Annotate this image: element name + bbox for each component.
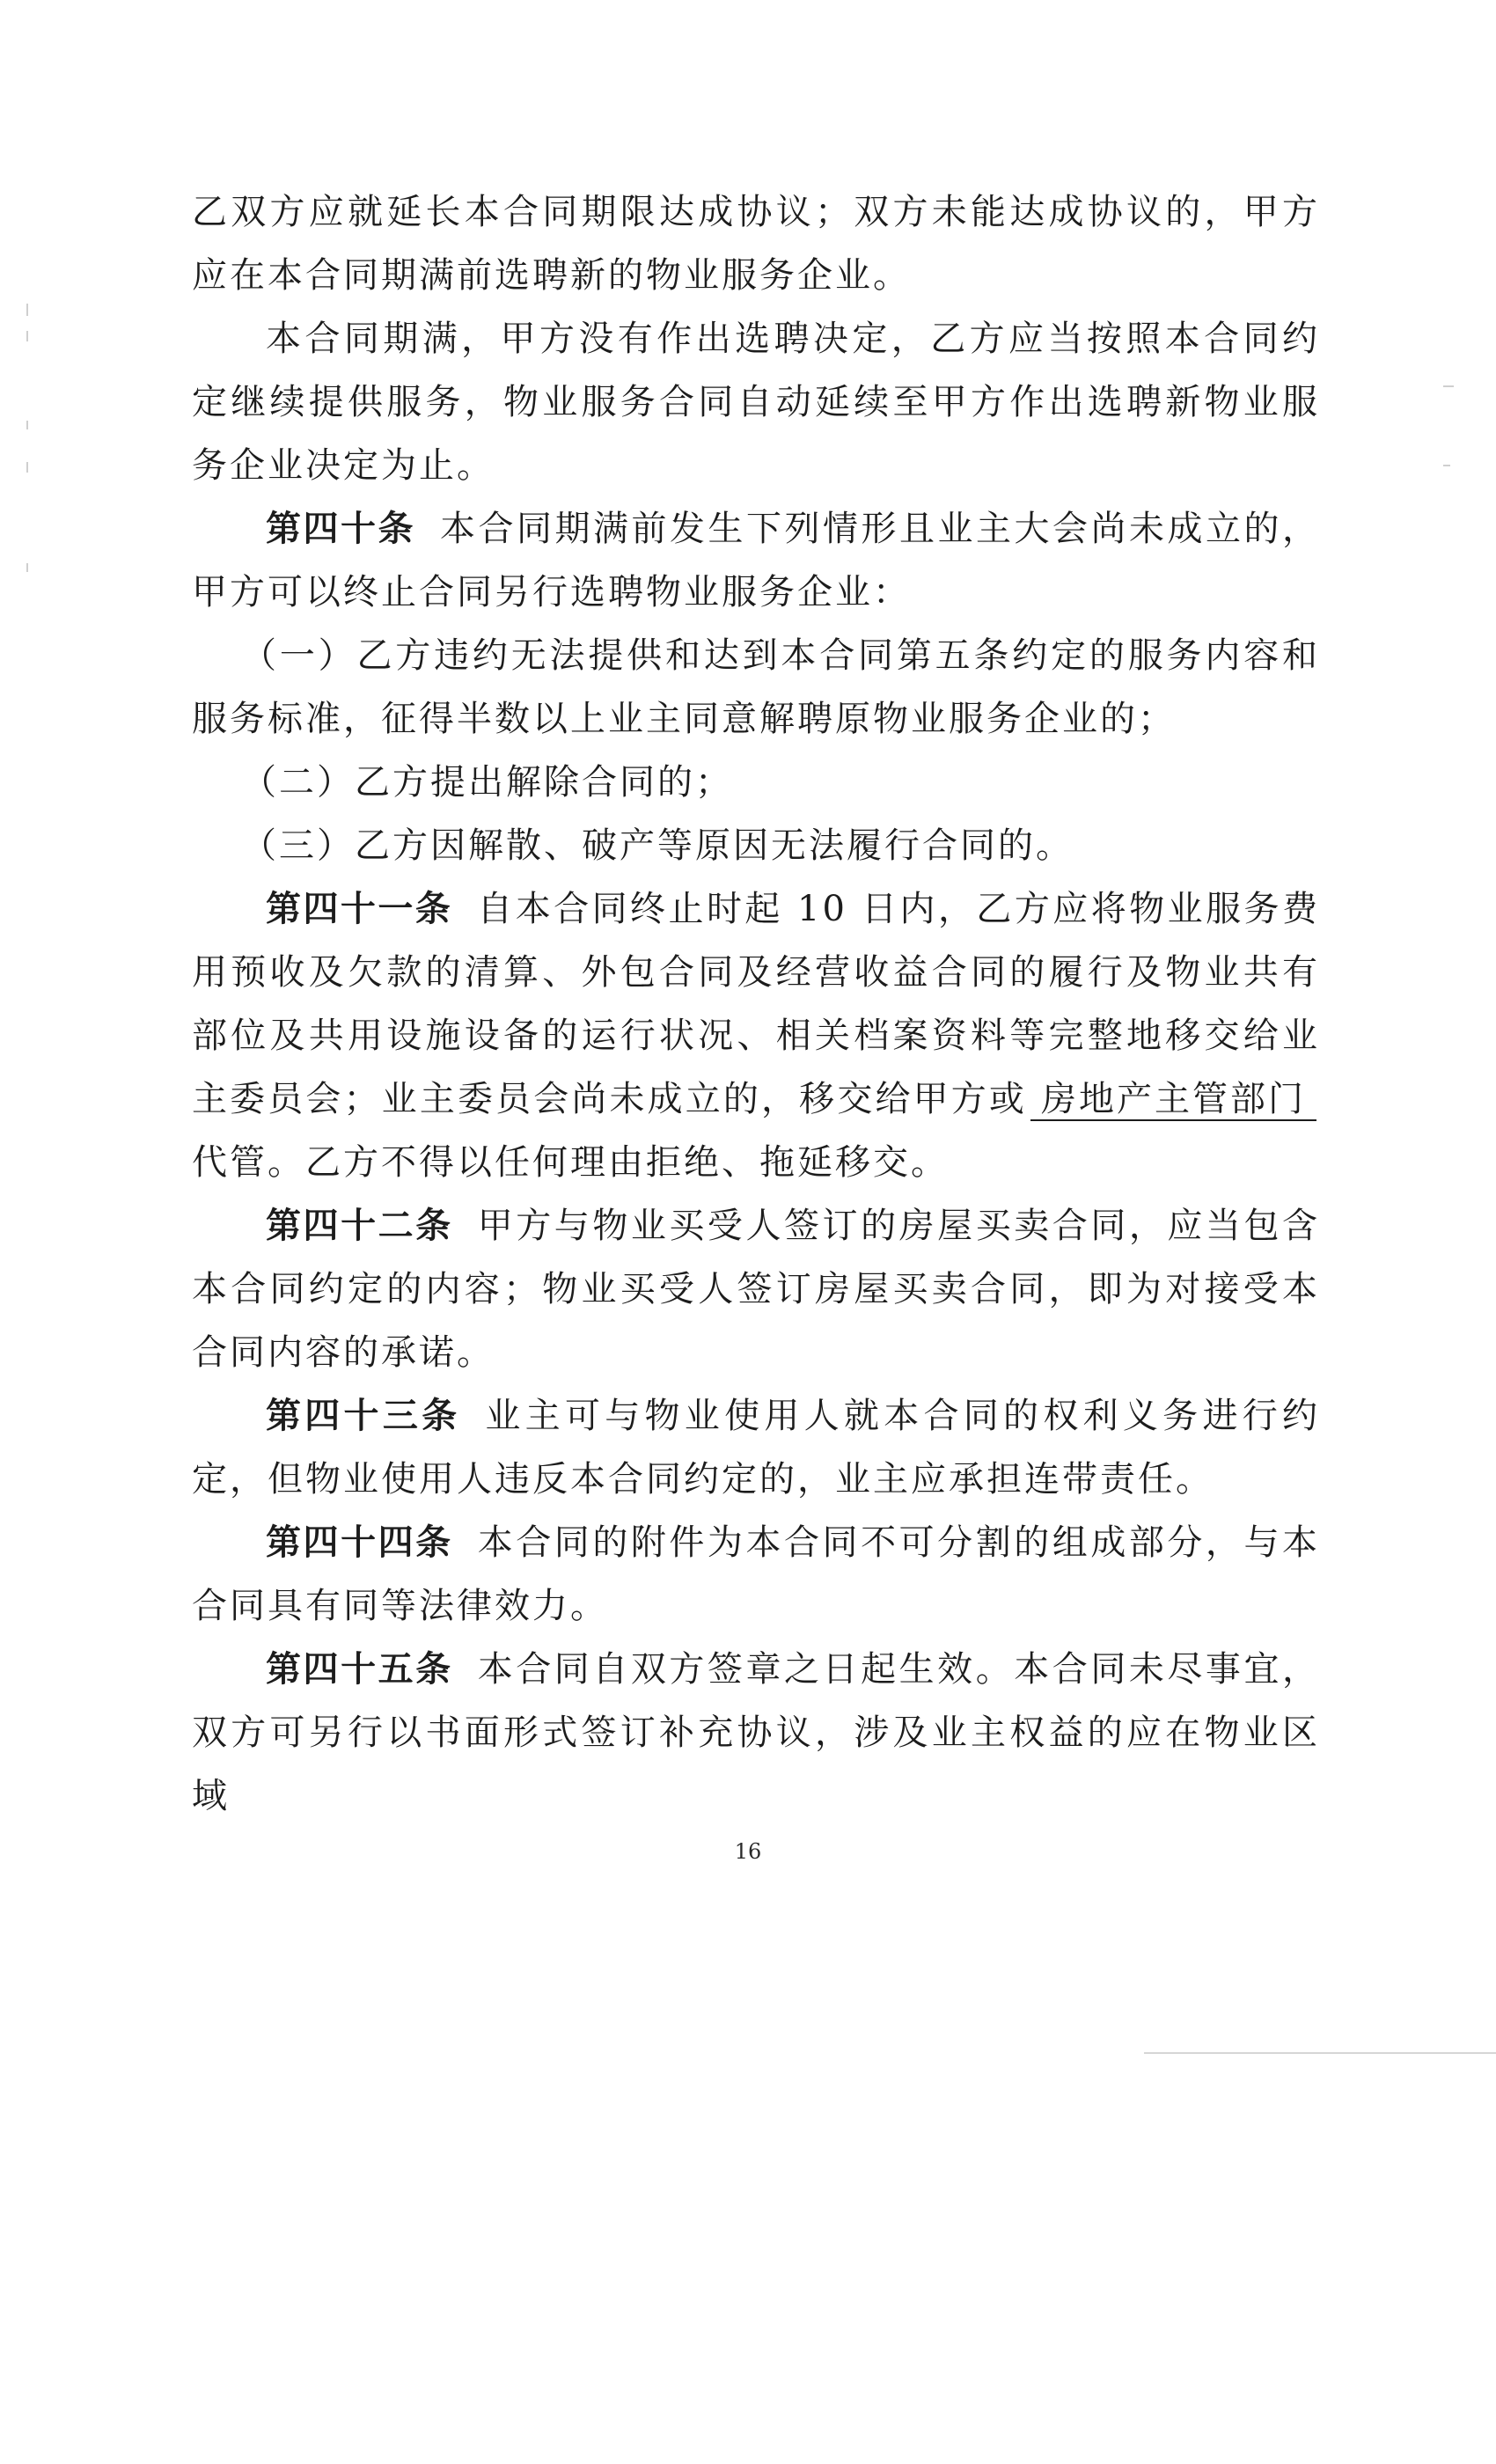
article-text: 自本合同终止时起 10 日内，乙方应将物业服务费用预收及欠款的清算、外包合同及经营收益合同的履行及物业共有部位及共用设施设备的运行状况、相关档案资料等完整地移交给业主委员会；业主委员会尚未成立的，移交给甲方或 [192, 889, 1321, 1119]
article-heading: 第四十五条 [266, 1649, 453, 1690]
list-item-text: （二）乙方提出解除合同的； [241, 762, 733, 803]
list-item-text: （三）乙方因解散、破产等原因无法履行合同的。 [241, 825, 1074, 866]
page-number: 16 [734, 1839, 762, 1864]
scan-artifact [26, 331, 28, 341]
scan-artifact [26, 304, 28, 316]
paragraph-text: 乙双方应就延长本合同期限达成协议；双方未能达成协议的，甲方应在本合同期满前选聘新的物业服务企业。 [192, 192, 1320, 296]
article-40-item-2 [192, 751, 1320, 814]
article-43 [192, 1384, 1320, 1511]
paragraph-renewal [192, 307, 1320, 497]
scan-artifact [1443, 385, 1454, 387]
scan-artifact [26, 462, 28, 473]
article-40-item-3 [192, 814, 1320, 877]
article-40-item-1 [192, 624, 1320, 751]
article-text: 业主可与物业使用人就本合同的权利义务进行约定，但物业使用人违反本合同约定的，业主应承担连带责任。 [192, 1396, 1321, 1500]
article-heading: 第四十一条 [266, 889, 453, 929]
article-heading: 第四十三条 [266, 1396, 461, 1436]
article-42 [192, 1194, 1320, 1384]
scan-artifact [26, 421, 28, 429]
list-item-text: （一）乙方违约无法提供和达到本合同第五条约定的服务内容和服务标准，征得半数以上业主同意解聘原物业服务企业的； [192, 635, 1320, 739]
article-44 [192, 1511, 1320, 1638]
article-heading: 第四十二条 [266, 1206, 453, 1246]
filled-blank: 房地产主管部门 [1030, 1079, 1316, 1121]
contract-body [192, 180, 1320, 1828]
article-text: 甲方与物业买受人签订的房屋买卖合同，应当包含本合同约定的内容；物业买受人签订房屋买卖合同，即为对接受本合同内容的承诺。 [192, 1206, 1321, 1373]
article-text: 本合同期满前发生下列情形且业主大会尚未成立的，甲方可以终止合同另行选聘物业服务企业： [192, 509, 1320, 612]
article-heading: 第四十四条 [266, 1522, 453, 1563]
article-heading: 第四十条 [266, 509, 415, 549]
article-text-after: 代管。乙方不得以任何理由拒绝、拖延移交。 [192, 1142, 949, 1183]
scan-artifact [1443, 465, 1450, 466]
article-45 [192, 1638, 1320, 1828]
article-41 [192, 877, 1320, 1194]
scan-edge-line [1144, 2052, 1496, 2054]
article-text: 本合同自双方签章之日起生效。本合同未尽事宜，双方可另行以书面形式签订补充协议，涉及业主权益的应在物业区域 [192, 1649, 1321, 1816]
scan-artifact [26, 563, 28, 572]
article-text: 本合同的附件为本合同不可分割的组成部分，与本合同具有同等法律效力。 [192, 1522, 1321, 1626]
paragraph-text: 本合同期满，甲方没有作出选聘决定，乙方应当按照本合同约定继续提供服务，物业服务合同自动延续至甲方作出选聘新物业服务企业决定为止。 [192, 319, 1320, 486]
paragraph-continuation [192, 180, 1320, 307]
article-40 [192, 497, 1320, 624]
